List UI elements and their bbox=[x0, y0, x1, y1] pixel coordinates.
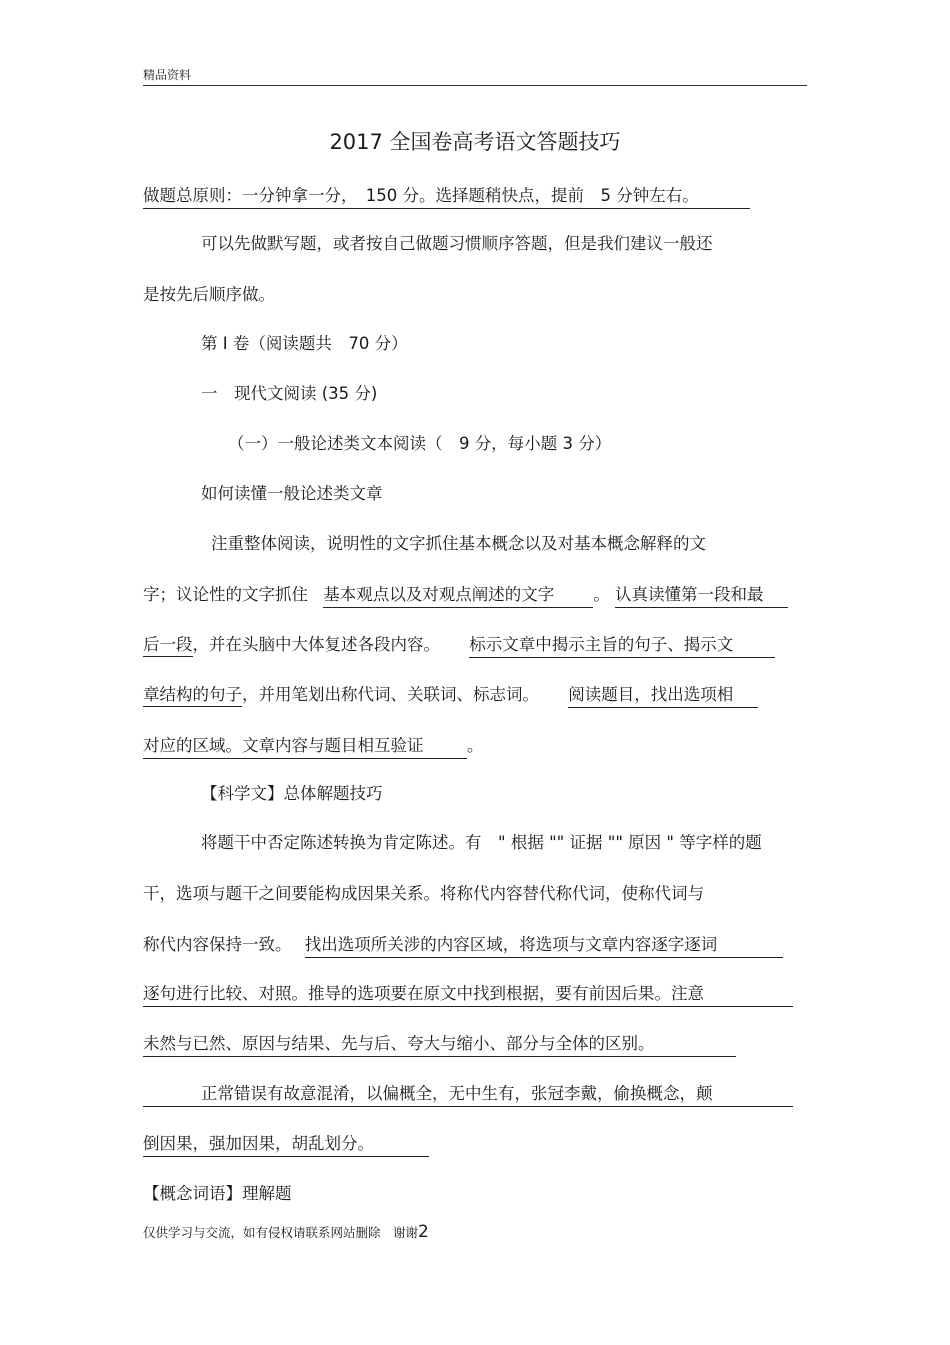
paragraph-line: 对应的区域。文章内容与题目相互验证 。 bbox=[143, 732, 484, 759]
document-title: 2017 全国卷高考语文答题技巧 bbox=[329, 130, 621, 154]
paragraph-line: 称代内容保持一致。 找出选项所关涉的内容区域，将选项与文章内容逐字逐词 bbox=[143, 931, 783, 958]
underlined-phrase: 对应的区域。文章内容与题目相互验证 bbox=[143, 732, 467, 759]
paragraph-line: 将题干中否定陈述转换为肯定陈述。有 " 根据 "" 证据 "" 原因 " 等字样的题 bbox=[201, 833, 762, 852]
footer-text: 仅供学习与交流，如有侵权请联系网站删除 谢谢 bbox=[143, 1225, 419, 1240]
underlined-phrase: 基本观点以及对观点阐述的文字 bbox=[323, 581, 593, 608]
page-footer bbox=[143, 1222, 429, 1242]
subsection-heading-how-to-read: 如何读懂一般论述类文章 bbox=[201, 484, 383, 503]
principle-text: 做题总原则：一分钟拿一分， 150 分。选择题稍快点，提前 5 分钟左右。 bbox=[143, 186, 699, 205]
header-rule bbox=[143, 85, 807, 86]
subsection-heading-essay-reading: （一）一般论述类文本阅读（ 9 分，每小题 3 分） bbox=[228, 434, 612, 453]
underlined-line: 倒因果，强加因果，胡乱划分。 bbox=[143, 1130, 429, 1157]
paragraph-line: 章结构的句子，并用笔划出称代词、关联词、标志词。 阅读题目，找出选项相 bbox=[143, 681, 758, 708]
principle-line bbox=[143, 182, 750, 209]
paragraph-line: 可以先做默写题，或者按自己做题习惯顺序答题，但是我们建议一般还 bbox=[201, 234, 713, 253]
section-heading-modern-reading: 一 现代文阅读 (35 分) bbox=[201, 384, 378, 403]
underlined-phrase: 后一段 bbox=[143, 635, 193, 657]
page-number: 2 bbox=[418, 1222, 429, 1242]
paragraph-line: 注重整体阅读，说明性的文字抓住基本概念以及对基本概念解释的文 bbox=[211, 534, 706, 553]
paragraph-line: 字；议论性的文字抓住 基本观点以及对观点阐述的文字 。 认真读懂第一段和最 bbox=[143, 581, 788, 608]
underlined-line: 正常错误有故意混淆，以偏概全，无中生有，张冠李戴，偷换概念，颠 bbox=[143, 1080, 793, 1107]
subsection-heading-science: 【科学文】总体解题技巧 bbox=[201, 784, 383, 803]
underlined-phrase: 找出选项所关涉的内容区域，将选项与文章内容逐字逐词 bbox=[305, 931, 783, 958]
paragraph-line: 后一段，并在头脑中大体复述各段内容。 标示文章中揭示主旨的句子、揭示文 bbox=[143, 631, 775, 658]
underlined-phrase: 阅读题目，找出选项相 bbox=[568, 681, 758, 708]
paragraph-line: 干，选项与题干之间要能构成因果关系。将称代内容替代称代词，使称代词与 bbox=[143, 884, 704, 903]
underlined-line: 未然与已然、原因与结果、先与后、夸大与缩小、部分与全体的区别。 bbox=[143, 1030, 736, 1057]
paragraph-line: 是按先后顺序做。 bbox=[143, 285, 275, 304]
page-header-label: 精品资料 bbox=[143, 68, 192, 82]
section-heading-volume-1: 第 I 卷（阅读题共 70 分） bbox=[201, 334, 408, 353]
subsection-heading-concept-words: 【概念词语】理解题 bbox=[143, 1184, 292, 1203]
underlined-phrase: 章结构的句子 bbox=[143, 685, 242, 707]
underlined-phrase: 标示文章中揭示主旨的句子、揭示文 bbox=[469, 631, 775, 658]
underlined-phrase: 认真读懂第一段和最 bbox=[615, 581, 788, 608]
underlined-line: 逐句进行比较、对照。推导的选项要在原文中找到根据，要有前因后果。注意 bbox=[143, 980, 793, 1007]
